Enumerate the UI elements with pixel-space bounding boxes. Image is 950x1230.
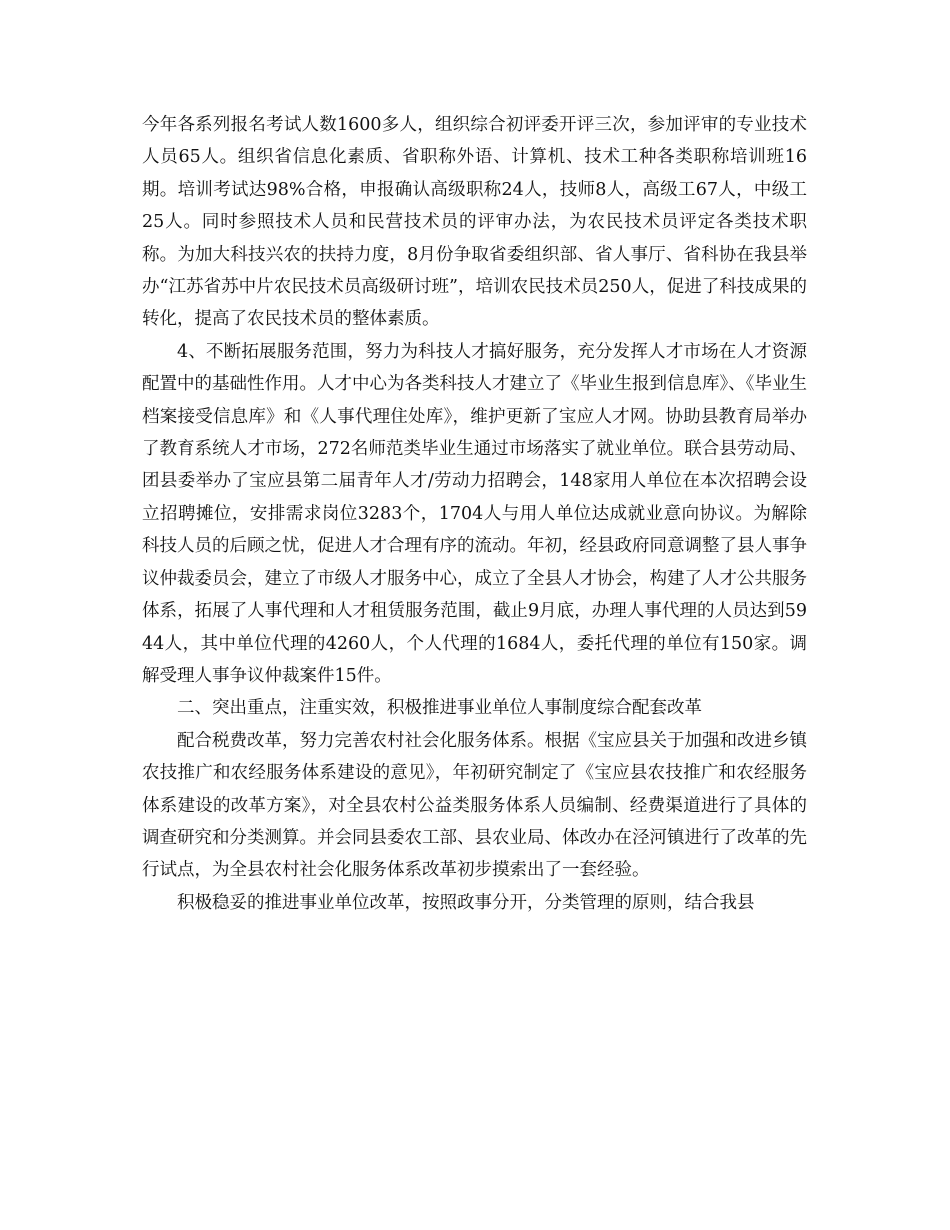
section-heading: 二、突出重点，注重实效，积极推进事业单位人事制度综合配套改革 [177, 698, 702, 719]
paragraph-2: 4、不断拓展服务范围，努力为科技人才搞好服务，充分发挥人才市场在人才资源配置中的基础性作用。人才中心为各类科技人才建立了《毕业生报到信息库》、《毕业生档案接受信息库》和《人事代理住处库》，维护更新了宝应人才网。协助县教育局举办了教育系统人才市场，272名师范类毕业生通过市场落实了就业单位。联合县劳动局、团县委举办了宝应县第二届青年人才/劳动力招聘会，148家用人单位在本次招聘会设立招聘摊位，安排需求岗位3283个，1704人与用人单位达成就业意向协议。为解除科技人员的后顾之忧，促进人才合理有序的流动。年初，经县政府同意调整了县人事争议仲裁委员会，建立了市级人才服务中心，成立了全县人才协会，构建了人才公共服务体系，拓展了人事代理和人才租赁服务范围，截止9月底，办理人事代理的人员达到5944人，其中单位代理的4260人，个人代理的1684人，委托代理的单位有150家。调解受理人事争议仲裁案件15件。 [142, 341, 807, 686]
paragraph-3: 配合税费改革，努力完善农村社会化服务体系。根据《宝应县关于加强和改进乡镇农技推广和农经服务体系建设的意见》，年初研究制定了《宝应县农技推广和农经服务体系建设的改革方案》，对全县农村公益类服务体系人员编制、经费渠道进行了具体的调查研究和分类测算。并会同县委农工部、县农业局、体改办在泾河镇进行了改革的先行试点，为全县农村社会化服务体系改革初步摸索出了一套经验。 [142, 730, 807, 881]
paragraph-4: 积极稳妥的推进事业单位改革，按照政事分开，分类管理的原则，结合我县 [177, 892, 755, 913]
document-page [142, 109, 807, 919]
paragraph-1: 今年各系列报名考试人数1600多人，组织综合初评委开评三次，参加评审的专业技术人员65人。组织省信息化素质、省职称外语、计算机、技术工种各类职称培训班16期。培训考试达98%合格，申报确认高级职称24人，技师8人，高级工67人，中级工25人。同时参照技术人员和民营技术员的评审办法，为农民技术员评定各类技术职称。为加大科技兴农的扶持力度，8月份争取省委组织部、省人事厅、省科协在我县举办“江苏省苏中片农民技术员高级研讨班”，培训农民技术员250人，促进了科技成果的转化，提高了农民技术员的整体素质。 [142, 115, 807, 330]
